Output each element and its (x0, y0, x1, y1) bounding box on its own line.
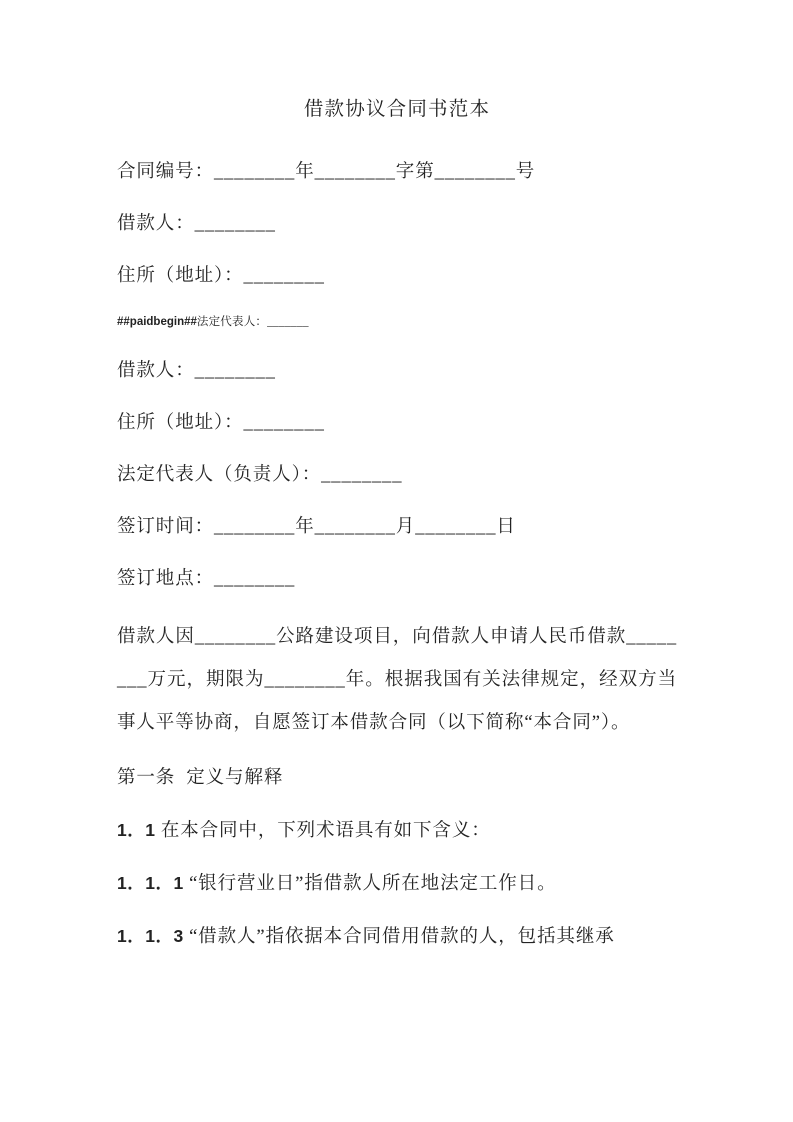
field-contract-number: 合同编号：________年________字第________号 (117, 162, 536, 182)
clause-text: “银行营业日”指借款人所在地法定工作日。 (189, 874, 557, 894)
clause-number: 1．1．3 (117, 926, 190, 946)
field-paid-marker (117, 313, 677, 331)
field-borrower-1: 借款人：________ (117, 214, 276, 234)
field-sign-place: 签订地点：________ (117, 569, 296, 589)
paid-marker-tag: ##paidbegin## (117, 316, 197, 328)
paid-marker-text: 法定代表人：_______ (196, 316, 309, 328)
clause-text: 在本合同中，下列术语具有如下含义： (160, 821, 491, 841)
preamble-paragraph: 借款人因________公路建设项目，向借款人申请人民币借款________万元，期限为________年。根据我国有关法律规定，经双方当事人平等协商，自愿签订本借款合同（以下简称“本合同”）。 (117, 627, 677, 733)
clause-item-1-1-1 (117, 868, 677, 899)
field-address-1: 住所（地址）：________ (117, 266, 325, 286)
page-title: 借款协议合同书范本 (303, 99, 491, 120)
clause-item-1-1-3 (117, 921, 677, 952)
clause-number: 1．1．1 (117, 873, 190, 893)
document-content (117, 95, 677, 974)
field-address-2: 住所（地址）：________ (117, 413, 325, 433)
field-borrower-2: 借款人：________ (117, 361, 276, 381)
field-sign-time: 签订时间：________年________月________日 (117, 517, 516, 537)
clause-number: 1．1 (117, 820, 161, 840)
clause-text: “借款人”指依据本合同借用借款的人，包括其继承 (189, 927, 615, 947)
field-legal-representative: 法定代表人（负责人）：________ (117, 465, 403, 485)
clause-item-1-1 (117, 815, 677, 846)
clause-heading-article-1: 第一条 定义与解释 (117, 768, 284, 788)
